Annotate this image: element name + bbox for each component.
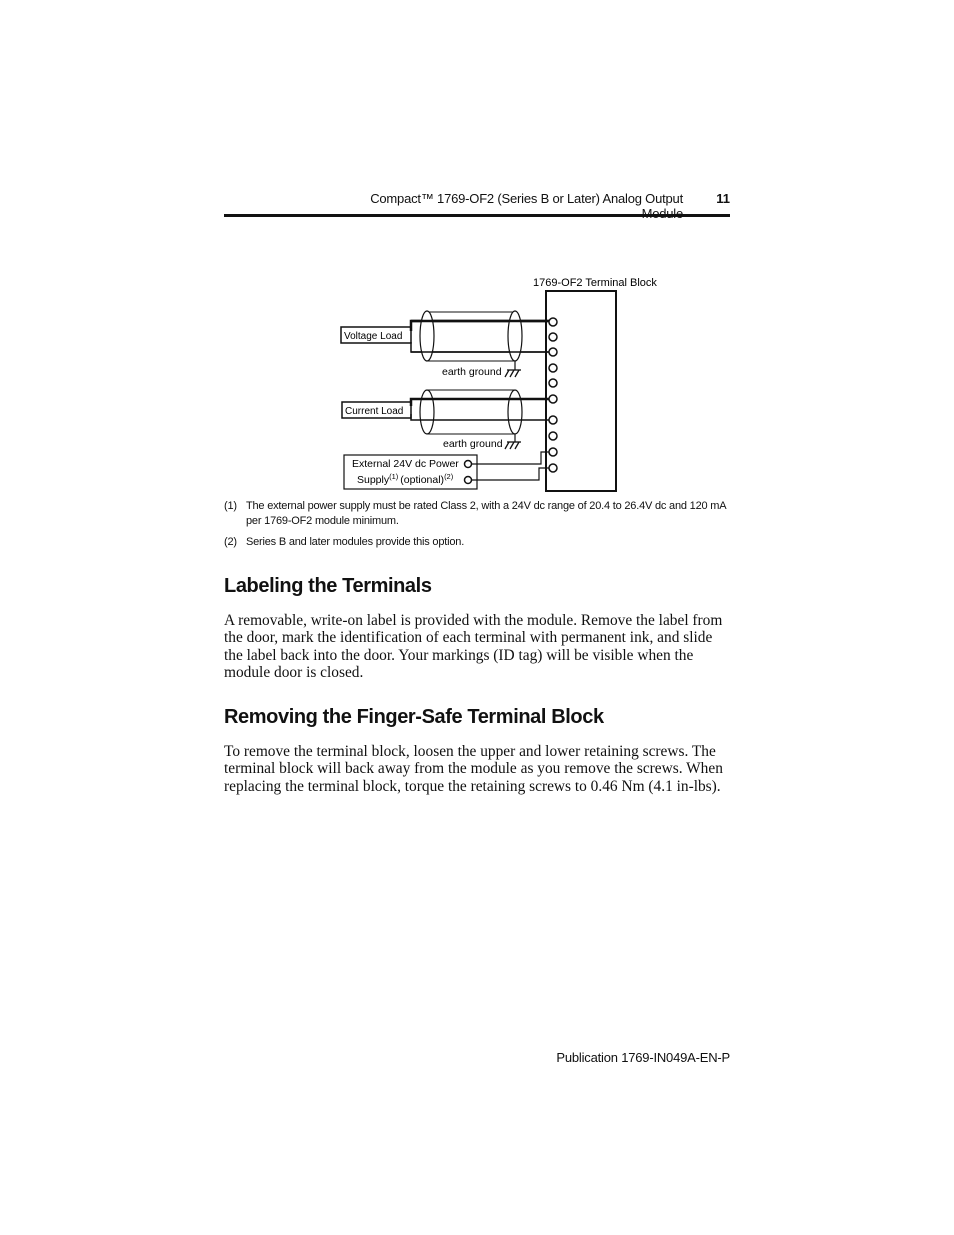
terminal-block-label: 1769-OF2 Terminal Block — [533, 277, 657, 289]
power-terminal-positive — [465, 461, 472, 468]
terminal-1 — [549, 318, 557, 326]
running-header-title: Compact™ 1769-OF2 (Series B or Later) Analog Output — [370, 191, 683, 206]
footnote-2 — [224, 535, 734, 550]
terminal-6 — [549, 395, 557, 403]
terminal-2 — [549, 333, 557, 341]
terminal-8 — [549, 432, 557, 440]
earth-ground-icon — [505, 370, 521, 377]
voltage-load-label: Voltage Load — [344, 331, 403, 342]
footnote-marker: (2) — [224, 536, 237, 548]
current-load-label: Current Load — [345, 406, 404, 417]
terminal-4 — [549, 364, 557, 372]
publication-number: Publication 1769-IN049A-EN-P — [556, 1050, 730, 1065]
section-body-removing: To remove the terminal block, loosen the upper and lower retaining screws. The terminal block will back away from the module as you remove the screws. When replacing the terminal block, torque the retaining screws to 0.46 Nm (4.1 in-lbs). — [224, 743, 723, 795]
section-body-labeling: A removable, write-on label is provided with the module. Remove the label from the door, mark the identification of each terminal with permanent ink, and slide the label back into the door. Your markings (ID tag) will be visible when the module door is closed. — [224, 612, 723, 681]
current-cable — [411, 390, 549, 442]
power-supply-line1: External 24V dc Power — [352, 458, 459, 470]
terminal-9 — [549, 448, 557, 456]
page-number: 11 — [716, 191, 730, 206]
earth-ground-label-2: earth ground — [443, 438, 503, 450]
earth-ground-label-1: earth ground — [442, 366, 502, 378]
power-supply-word: Supply — [357, 474, 390, 486]
section-heading-removing: Removing the Finger-Safe Terminal Block — [224, 706, 604, 728]
footnote-1 — [224, 499, 734, 529]
power-supply-line2 — [357, 472, 454, 486]
voltage-cable — [411, 311, 549, 370]
power-terminal-negative — [465, 477, 472, 484]
terminal-3 — [549, 348, 557, 356]
footnote-marker: (1) — [224, 500, 237, 512]
section-heading-labeling: Labeling the Terminals — [224, 575, 432, 597]
footnote-text: Series B and later modules provide this option. — [246, 536, 465, 548]
terminal-7 — [549, 416, 557, 424]
terminal-5 — [549, 379, 557, 387]
terminal-10 — [549, 464, 557, 472]
power-supply-wires — [471, 452, 549, 480]
power-supply-optional: (optional) — [400, 474, 445, 486]
footnote-ref-2: (2) — [444, 472, 454, 481]
footnote-text: The external power supply must be rated Class 2, with a 24V dc range of 20.4 to 26.4V dc and 120 mA per 1769-OF2 module minimum. — [246, 500, 726, 527]
earth-ground-icon — [505, 442, 521, 449]
footnote-ref-1: (1) — [389, 472, 399, 481]
